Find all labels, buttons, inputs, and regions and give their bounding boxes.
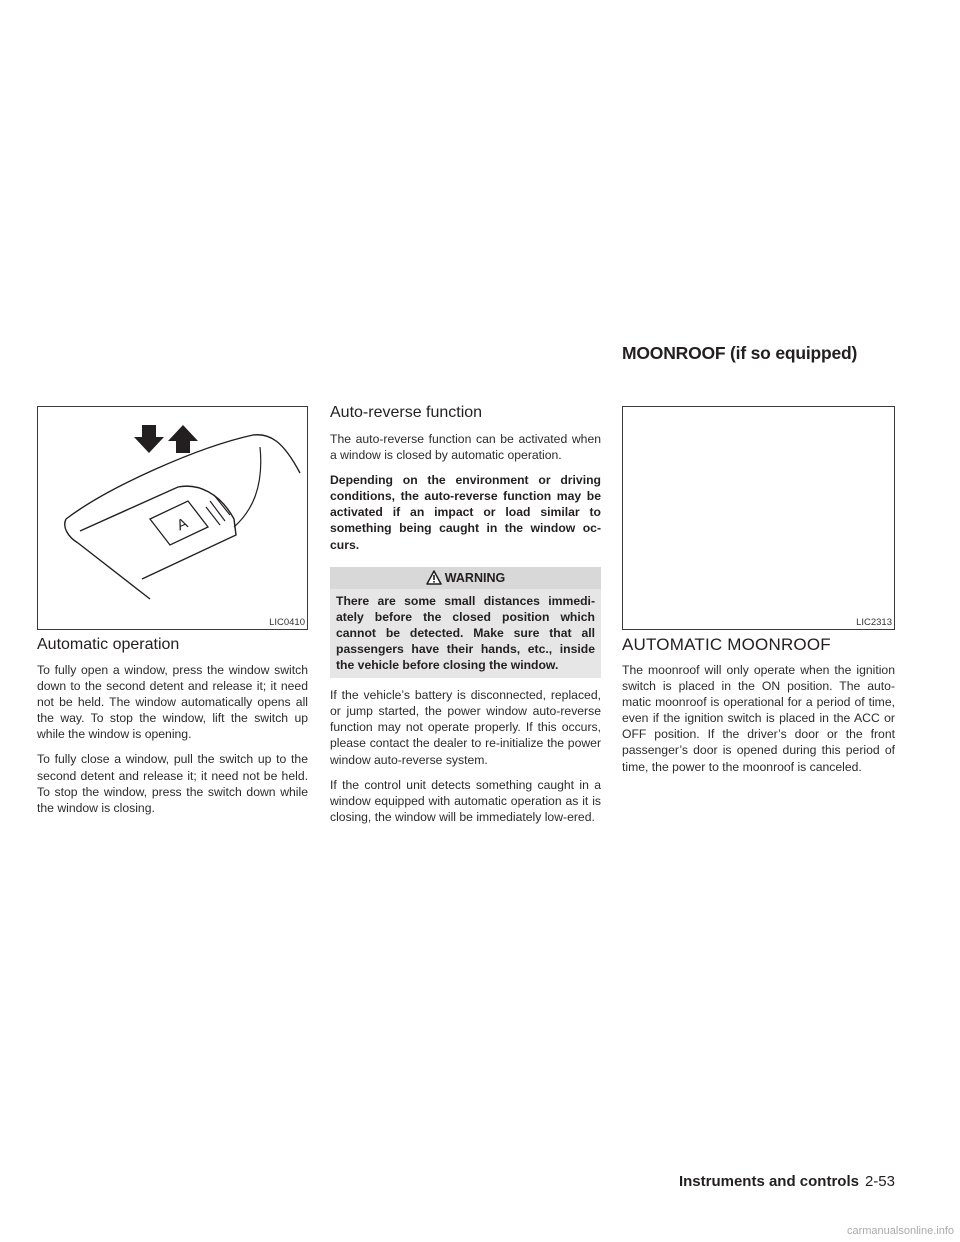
warning-title: WARNING <box>444 570 506 585</box>
warning-text: There are some small distances immedi-ately before the closed position which cannot be detected. Make sure that all passengers have their hands, etc., inside the vehicle before closing the window. <box>330 589 601 678</box>
heading-automatic-operation: Automatic operation <box>37 636 180 653</box>
svg-text:A: A <box>174 514 191 535</box>
arrow-up-icon <box>168 425 198 453</box>
heading-automatic-moonroof: AUTOMATIC MOONROOF <box>622 635 831 654</box>
figure-code: LIC2313 <box>856 617 892 628</box>
warning-box <box>330 567 601 678</box>
watermark: carmanualsonline.info <box>846 1225 954 1237</box>
page-footer <box>679 1173 895 1190</box>
paragraph: The auto-reverse function can be activated when a window is closed by automatic operation. <box>330 432 601 463</box>
warning-icon <box>426 570 442 585</box>
arrow-down-icon <box>134 425 164 453</box>
column-3-text <box>622 662 895 784</box>
paragraph-bold: Depending on the environment or driving conditions, the auto-reverse function may be activated if an impact or load similar to something being caught in the window oc-curs. <box>330 473 601 552</box>
paragraph: If the vehicle’s battery is disconnected, replaced, or jump started, the power window auto-reverse function may not operate properly. If this occurs, please contact the dealer to re-initialize the power window auto-reverse system. <box>330 688 601 767</box>
figure-moonroof <box>622 406 895 630</box>
column-1-text <box>37 662 308 825</box>
heading-auto-reverse: Auto-reverse function <box>330 404 483 421</box>
figure-code: LIC0410 <box>269 617 305 628</box>
column-2-text <box>330 431 601 834</box>
paragraph: To fully open a window, press the window switch down to the second detent and release it; it need not be held. The window automatically opens all the way. To stop the window, lift the switch up while the window is opening. <box>37 663 308 742</box>
paragraph: If the control unit detects something caught in a window equipped with automatic operation as it is closing, the window will be immediately low-ered. <box>330 777 601 824</box>
figure-window-switch <box>37 406 308 630</box>
window-switch-illustration <box>38 407 307 629</box>
paragraph: To fully close a window, pull the switch up to the second detent and release it; it need not be held. To stop the window, press the switch down while the window is closing. <box>37 752 308 815</box>
section-header: MOONROOF (if so equipped) <box>622 343 858 363</box>
warning-header <box>330 567 601 589</box>
page-number: 2-53 <box>864 1173 895 1190</box>
footer-section: Instruments and controls <box>678 1173 859 1190</box>
paragraph: The moonroof will only operate when the ignition switch is placed in the ON position. The auto-matic moonroof is operational for a period of time, even if the ignition switch is placed in the ACC or OFF position. If the driver’s door or the front passenger’s door is opened during this period of time, the power to the moonroof is canceled. <box>622 663 895 774</box>
